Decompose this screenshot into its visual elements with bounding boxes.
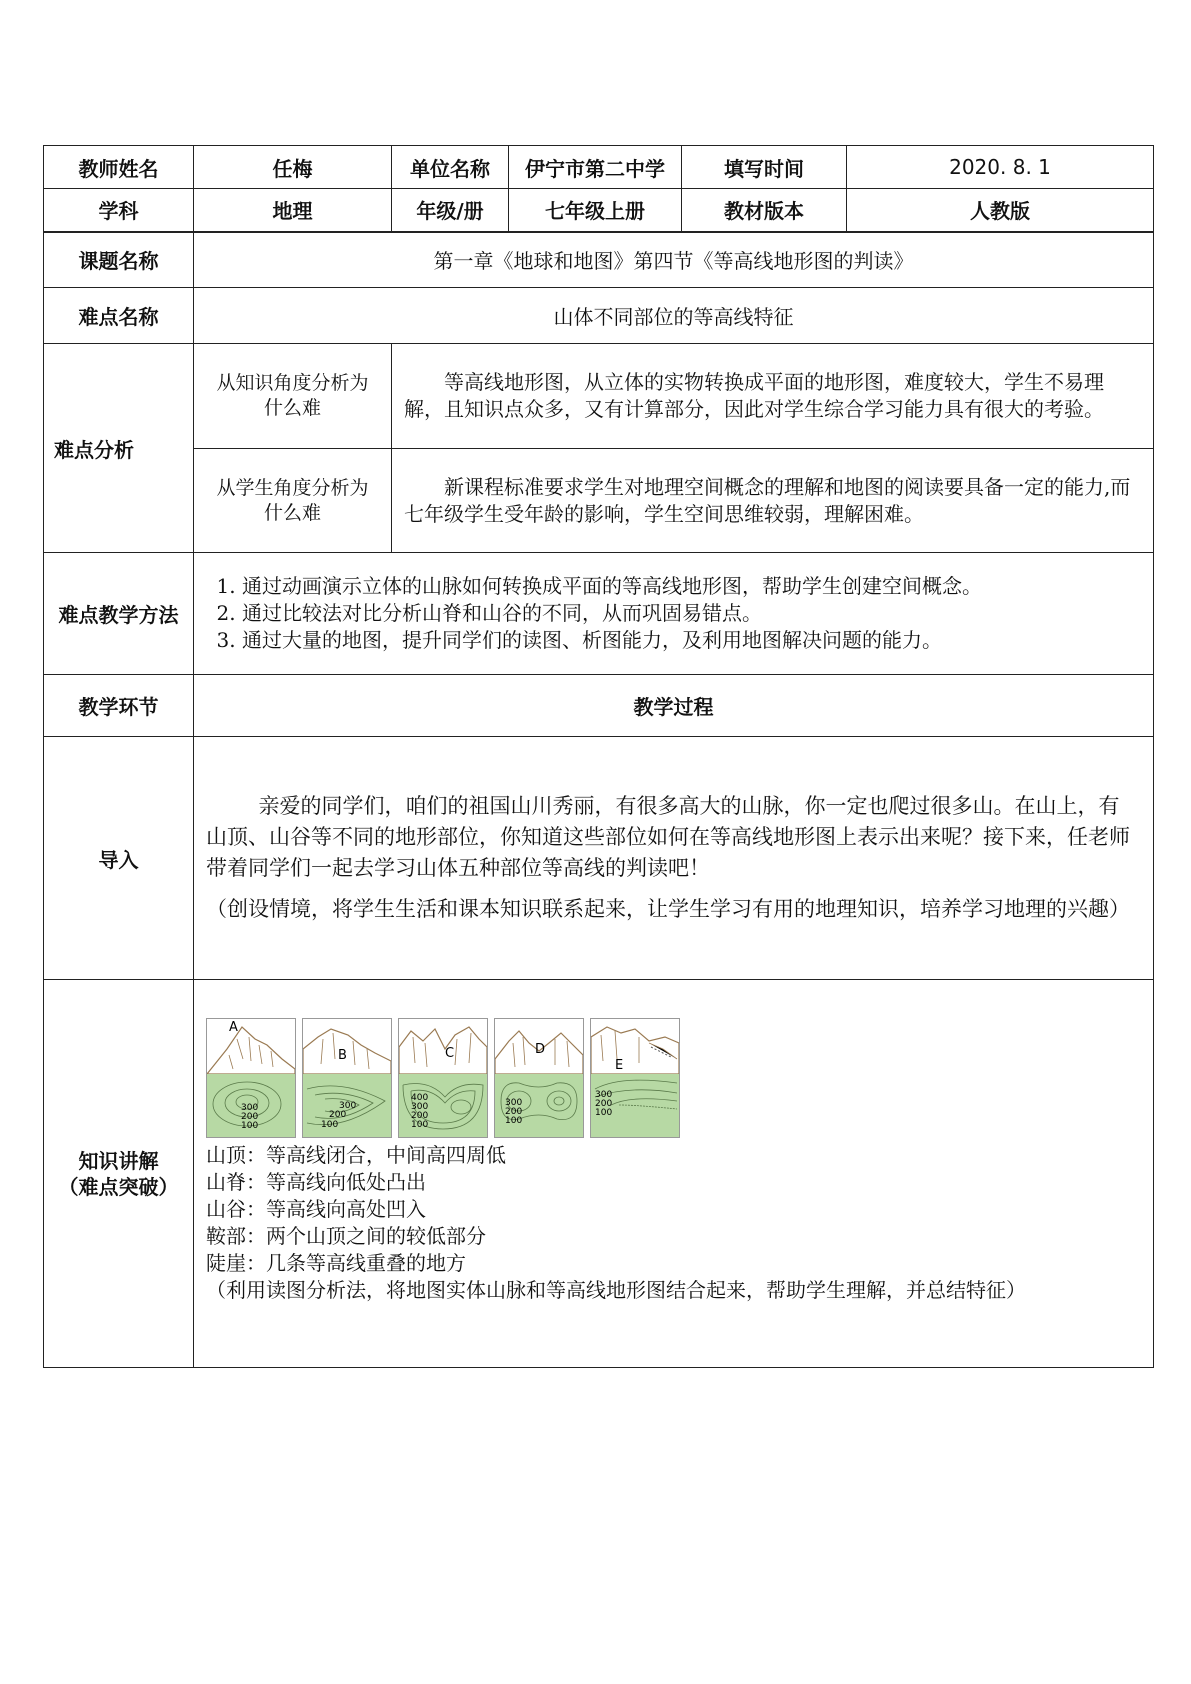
terrain-panel-b — [302, 1018, 392, 1138]
contour-number: 100 — [411, 1120, 429, 1130]
process-title: 教学过程 — [194, 675, 1154, 737]
knowledge-label-line2: （难点突破） — [58, 1174, 179, 1199]
feature-ridge: 山脊：等高线向低处凸出 — [206, 1170, 426, 1194]
knowledge-note: （利用读图分析法，将地图实体山脉和等高线地形图结合起来，帮助学生理解，并总结特征） — [206, 1278, 1026, 1302]
method-item: 2. 通过比较法对比分析山脊和山谷的不同，从而巩固易错点。 — [242, 600, 1145, 627]
header-row-1 — [44, 146, 1154, 189]
unit-label: 单位名称 — [392, 146, 509, 189]
contour-number: 200 — [411, 1111, 429, 1121]
date-label: 填写时间 — [682, 146, 847, 189]
contour-number: 300 — [241, 1103, 259, 1113]
topic-value: 第一章《地球和地图》第四节《等高线地形图的判读》 — [194, 232, 1154, 288]
panel-letter: D — [535, 1042, 546, 1057]
contour-number: 400 — [411, 1093, 429, 1103]
terrain-panel-a — [206, 1018, 296, 1138]
feature-summit: 山顶：等高线闭合，中间高四周低 — [206, 1143, 506, 1167]
contour-number: 100 — [505, 1116, 523, 1126]
process-stage-label: 教学环节 — [44, 675, 194, 737]
intro-note: （创设情境，将学生生活和课本知识联系起来，让学生学习有用的地理知识，培养学习地理的兴趣） — [206, 897, 1130, 921]
analysis-row-student — [44, 449, 1154, 553]
contour-number: 200 — [505, 1107, 523, 1117]
contour-number: 100 — [241, 1121, 259, 1131]
teacher-value: 任梅 — [194, 146, 392, 189]
feature-cliff: 陡崖：几条等高线重叠的地方 — [206, 1251, 466, 1275]
knowledge-label — [44, 980, 194, 1368]
header-row-2 — [44, 189, 1154, 232]
terrain-figure — [194, 1018, 1153, 1138]
feature-list — [194, 1142, 1153, 1304]
edition-label: 教材版本 — [682, 189, 847, 232]
knowledge-label-line1: 知识讲解 — [78, 1148, 159, 1173]
teacher-label: 教师姓名 — [44, 146, 194, 189]
methods-label: 难点教学方法 — [44, 553, 194, 675]
terrain-panel-d — [494, 1018, 584, 1138]
contour-number: 300 — [505, 1098, 523, 1108]
subject-label: 学科 — [44, 189, 194, 232]
contour-number: 100 — [321, 1120, 339, 1130]
terrain-panel-c — [398, 1018, 488, 1138]
feature-saddle: 鞍部：两个山顶之间的较低部分 — [206, 1224, 486, 1248]
student-angle-label: 从学生角度分析为什么难 — [194, 449, 392, 553]
analysis-row-knowledge — [44, 344, 1154, 449]
intro-cell — [194, 737, 1154, 980]
panel-letter: E — [615, 1058, 624, 1073]
contour-number: 300 — [339, 1101, 357, 1111]
contour-number: 300 — [411, 1102, 429, 1112]
contour-number: 100 — [595, 1108, 613, 1118]
student-angle-text: 新课程标准要求学生对地理空间概念的理解和地图的阅读要具备一定的能力,而七年级学生受年龄的影响，学生空间思维较弱，理解困难。 — [392, 449, 1154, 553]
knowledge-angle-text: 等高线地形图，从立体的实物转换成平面的地形图，难度较大，学生不易理解，且知识点众多，又有计算部分，因此对学生综合学习能力具有很大的考验。 — [392, 344, 1154, 449]
grade-value: 七年级上册 — [509, 189, 682, 232]
process-header-row — [44, 675, 1154, 737]
difficulty-value: 山体不同部位的等高线特征 — [194, 288, 1154, 344]
methods-list — [202, 573, 1145, 654]
unit-value: 伊宁市第二中学 — [509, 146, 682, 189]
panel-letter: A — [229, 1020, 238, 1035]
terrain-panel-e — [590, 1018, 680, 1138]
methods-row — [44, 553, 1154, 675]
panel-letter: C — [445, 1046, 455, 1061]
knowledge-angle-label: 从知识角度分析为什么难 — [194, 344, 392, 449]
subject-value: 地理 — [194, 189, 392, 232]
difficulty-row — [44, 288, 1154, 344]
topic-label: 课题名称 — [44, 232, 194, 288]
method-item: 1. 通过动画演示立体的山脉如何转换成平面的等高线地形图，帮助学生创建空间概念。 — [242, 573, 1145, 600]
lesson-plan-sheet — [43, 145, 1153, 1368]
difficulty-label: 难点名称 — [44, 288, 194, 344]
grade-label: 年级/册 — [392, 189, 509, 232]
intro-label: 导入 — [44, 737, 194, 980]
analysis-label: 难点分析 — [44, 344, 194, 553]
intro-paragraph: 亲爱的同学们，咱们的祖国山川秀丽，有很多高大的山脉，你一定也爬过很多山。在山上，有山顶、山谷等不同的地形部位，你知道这些部位如何在等高线地形图上表示出来呢？接下来，任老师带着同学们一起去学习山体五种部位等高线的判读吧！ — [206, 794, 1130, 880]
knowledge-row — [44, 980, 1154, 1368]
method-item: 3. 通过大量的地图，提升同学们的读图、析图能力，及利用地图解决问题的能力。 — [242, 627, 1145, 654]
topic-row — [44, 232, 1154, 288]
contour-number: 200 — [241, 1112, 259, 1122]
knowledge-cell — [194, 980, 1154, 1368]
panel-letter: B — [338, 1048, 347, 1063]
feature-valley: 山谷：等高线向高处凹入 — [206, 1197, 426, 1221]
contour-number: 200 — [329, 1110, 347, 1120]
contour-number: 300 — [595, 1090, 613, 1100]
intro-row — [44, 737, 1154, 980]
date-value: 2020. 8. 1 — [847, 146, 1154, 189]
methods-cell — [194, 553, 1154, 675]
lesson-plan-table — [43, 145, 1154, 1368]
contour-number: 200 — [595, 1099, 613, 1109]
edition-value: 人教版 — [847, 189, 1154, 232]
